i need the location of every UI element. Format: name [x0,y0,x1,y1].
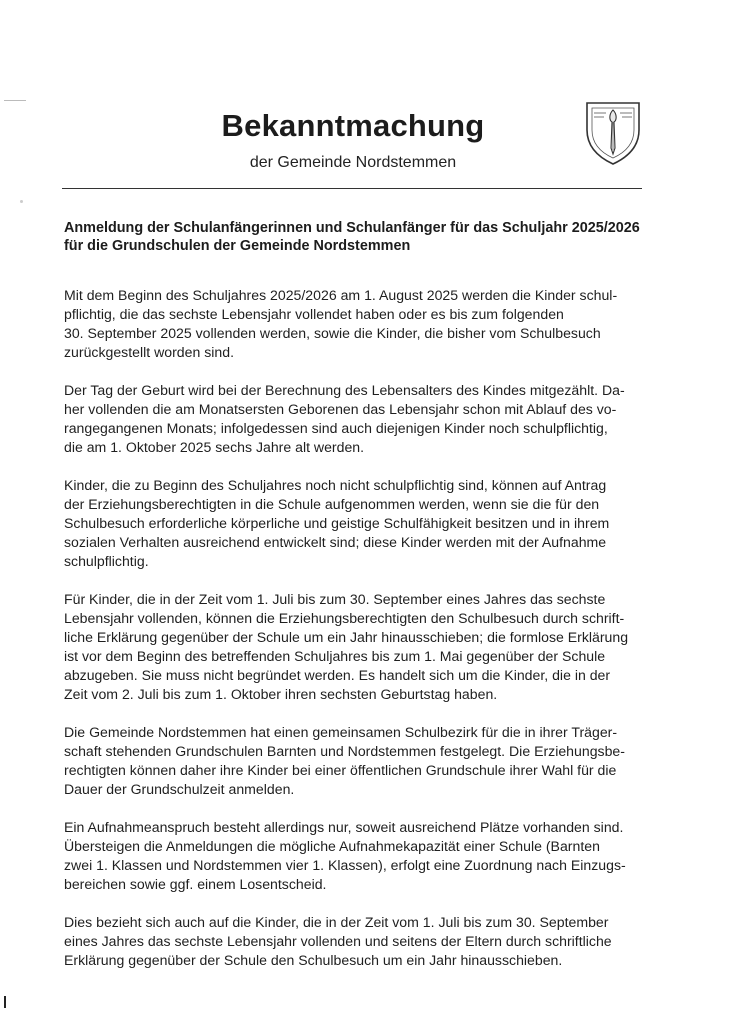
paragraph-deferral [64,590,644,704]
paragraph-capacity [64,818,644,894]
text-line: abzugeben. Sie muss nicht begründet werden. Es handelt sich um die Kinder, die in der [64,667,611,683]
text-line: zwei 1. Klassen und Nordstemmen vier 1. Klassen), erfolgt eine Zuordnung nach Einzugs- [64,857,626,873]
text-line: bereichen sowie ggf. einem Losentscheid. [64,876,327,892]
heading-line: Anmeldung der Schulanfängerinnen und Schulanfänger für das Schuljahr 2025/2026 [64,220,640,236]
text-line: pflichtig, die das sechste Lebensjahr vollendet haben oder es bis zum folgenden [64,306,564,322]
text-line: Übersteigen die Anmeldungen die mögliche Aufnahmekapazität einer Schule (Barnten [64,838,600,854]
text-line: rechtigten können daher ihre Kinder bei einer öffentlichen Grundschule ihrer Wahl für die [64,762,617,778]
header-divider [62,188,642,189]
page-title: Bekanntmachung [221,108,485,143]
text-line: rangegangenen Monats; infolgedessen sind auch diejenigen Kinder noch schulpflichtig, [64,420,608,436]
text-line: Die Gemeinde Nordstemmen hat einen gemeinsamen Schulbezirk für die in ihrer Träger- [64,724,618,740]
text-line: zurückgestellt worden sind. [64,344,234,360]
text-line: ist vor dem Beginn des betreffenden Schuljahres bis zum 1. Mai gegenüber der Schule [64,648,606,664]
text-line: Dauer der Grundschulzeit anmelden. [64,781,295,797]
text-line: Für Kinder, die in der Zeit vom 1. Juli bis zum 30. September eines Jahres das sechste [64,591,606,607]
text-line: schaft stehenden Grundschulen Barnten und Nordstemmen festgelegt. Die Erziehungsbe- [64,743,625,759]
text-line: Zeit vom 2. Juli bis zum 1. Oktober ihren sechsten Geburtstag haben. [64,686,498,702]
text-line: Schulbesuch erforderliche körperliche und geistige Schulfähigkeit besitzen und in ihrem [64,515,610,531]
coat-of-arms-icon [584,100,642,166]
text-line: 30. September 2025 vollenden werden, sowie die Kinder, die bisher vom Schulbesuch [64,325,601,341]
scan-artifact [4,100,26,101]
text-line: her vollenden die am Monatsersten Geborenen das Lebensjahr schon mit Ablauf des vo- [64,401,617,417]
text-line: der Erziehungsberechtigten in die Schule aufgenommen werden, wenn sie die für den [64,496,600,512]
paragraph-early-admission [64,476,644,571]
text-line: Mit dem Beginn des Schuljahres 2025/2026 am 1. August 2025 werden die Kinder schul- [64,287,618,303]
text-line: Dies bezieht sich auch auf die Kinder, die in der Zeit vom 1. Juli bis zum 30. September [64,914,609,930]
text-line: Der Tag der Geburt wird bei der Berechnung des Lebensalters des Kindes mitgezählt. Da- [64,382,625,398]
paragraph-deferral-note [64,913,644,970]
page-subtitle: der Gemeinde Nordstemmen [249,154,457,171]
text-line: liche Erklärung gegenüber der Schule um ein Jahr hinausschieben; die formlose Erklärung [64,629,629,645]
scan-artifact [20,200,23,203]
scan-artifact [4,996,6,1008]
document-heading [64,219,654,255]
document-body [64,286,644,989]
text-line: schulpflichtig. [64,553,149,569]
text-line: eines Jahres das sechste Lebensjahr vollenden und seitens der Eltern durch schriftliche [64,933,612,949]
paragraph-school-district [64,723,644,799]
text-line: sozialen Verhalten ausreichend entwickelt sind; diese Kinder werden mit der Aufnahme [64,534,607,550]
text-line: Ein Aufnahmeanspruch besteht allerdings nur, soweit ausreichend Plätze vorhanden sind. [64,819,624,835]
text-line: Lebensjahr vollenden, können die Erziehungsberechtigten den Schulbesuch durch schrift- [64,610,625,626]
text-line: Erklärung gegenüber der Schule den Schulbesuch um ein Jahr hinausschieben. [64,952,563,968]
text-line: Kinder, die zu Beginn des Schuljahres noch nicht schulpflichtig sind, können auf Antrag [64,477,607,493]
paragraph-school-start [64,286,644,362]
paragraph-birthday-rule [64,381,644,457]
heading-line: für die Grundschulen der Gemeinde Nordstemmen [64,238,411,254]
text-line: die am 1. Oktober 2025 sechs Jahre alt werden. [64,439,365,455]
